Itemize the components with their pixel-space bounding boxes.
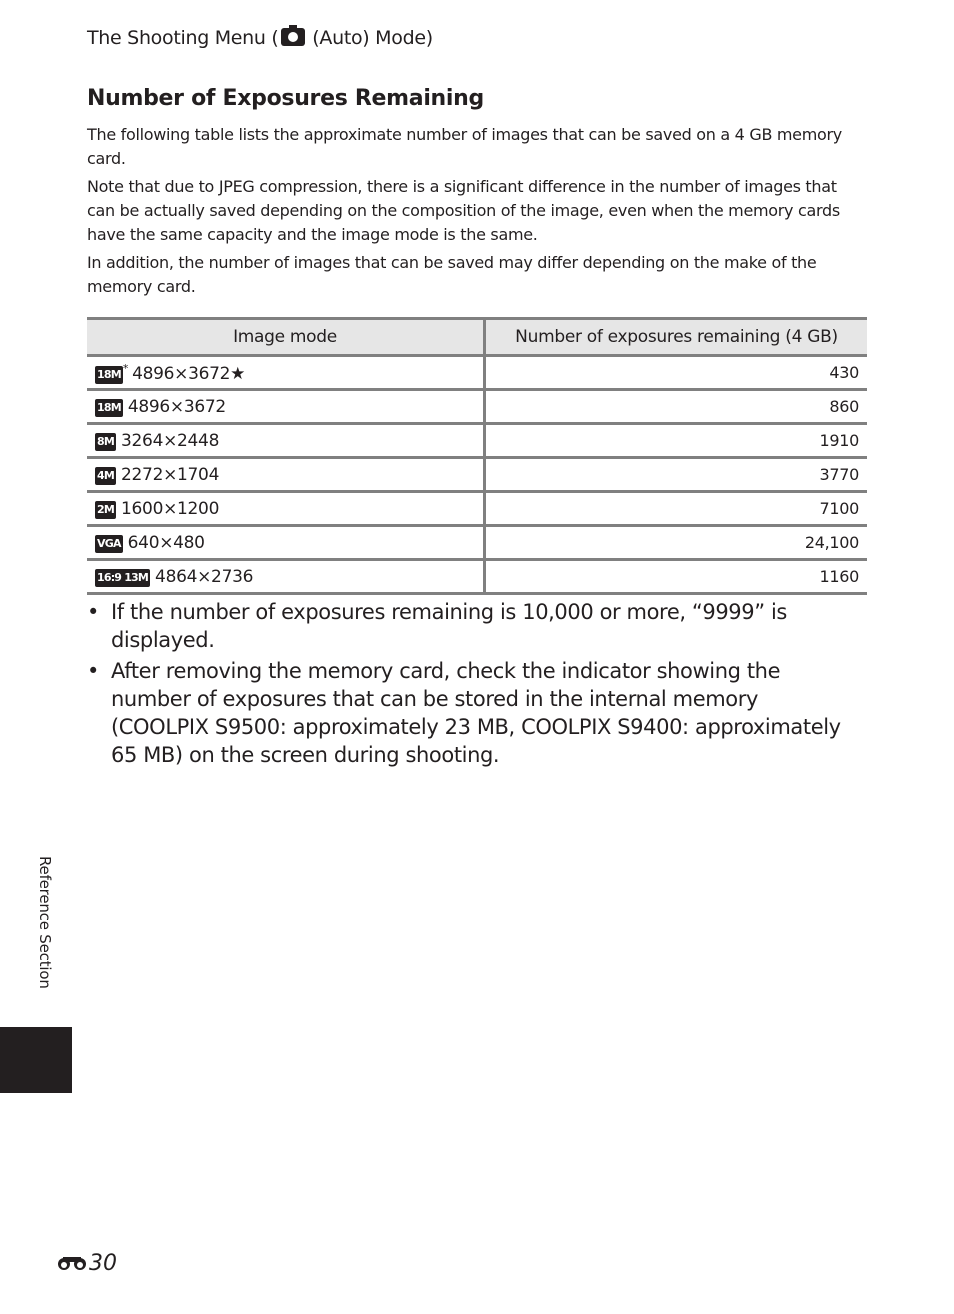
image-size-icon: 4M [95, 467, 116, 485]
star-marker: * [122, 361, 129, 375]
exposures-count: 7100 [485, 492, 868, 526]
image-mode-cell [87, 458, 485, 492]
table-row [87, 458, 867, 492]
section-tab [0, 1027, 72, 1093]
image-mode-cell [87, 356, 485, 390]
running-header [87, 27, 433, 49]
page-number-text: 30 [89, 1251, 117, 1276]
image-mode: 4896×3672★ [132, 363, 246, 384]
image-size-icon: 2M [95, 501, 116, 519]
exposures-count: 860 [485, 390, 868, 424]
table-row [87, 356, 867, 390]
table-row [87, 492, 867, 526]
image-mode: 4896×3672 [127, 396, 226, 417]
image-mode-cell [87, 526, 485, 560]
column-header: Image mode [87, 319, 485, 356]
image-size-icon: 16:9 13M [95, 569, 150, 587]
header-text: The Shooting Menu ( [87, 27, 279, 49]
exposures-count: 1160 [485, 560, 868, 594]
image-mode-cell [87, 424, 485, 458]
image-size-icon: 18M [95, 399, 123, 417]
image-size-icon: 18M [95, 366, 123, 384]
page-number [57, 1251, 117, 1276]
binoculars-icon [57, 1253, 87, 1271]
list-item: • If the number of exposures remaining is 10,000 or more, “9999” is displayed. [87, 598, 857, 654]
table-row [87, 424, 867, 458]
exposures-count: 3770 [485, 458, 868, 492]
camera-icon [281, 28, 305, 46]
side-section-label: Reference Section [36, 856, 54, 989]
notes-list [87, 598, 857, 772]
image-mode-cell [87, 560, 485, 594]
table-header-row [87, 319, 867, 356]
table-row [87, 390, 867, 424]
exposures-table [87, 317, 867, 595]
column-header: Number of exposures remaining (4 GB) [485, 319, 868, 356]
image-mode: 2272×1704 [121, 464, 220, 485]
paragraph: In addition, the number of images that can be saved may differ depending on the make of the memory card. [87, 253, 817, 296]
table-row [87, 560, 867, 594]
paragraph: Note that due to JPEG compression, there is a significant difference in the number of images that can be actually saved depending on the composition of the image, even when the memory cards have the same capacity and the image mode is the same. [87, 177, 840, 244]
image-mode: 4864×2736 [155, 566, 254, 587]
header-text-suffix: (Auto) Mode) [306, 27, 433, 49]
image-mode-cell [87, 492, 485, 526]
table-row [87, 526, 867, 560]
exposures-count: 24,100 [485, 526, 868, 560]
list-item: • After removing the memory card, check the indicator showing the number of exposures that can be stored in the internal memory (COOLPIX S9500: approximately 23 MB, COOLPIX S9400: approximately 65 MB) on the screen during shooting. [87, 657, 857, 769]
exposures-count: 430 [485, 356, 868, 390]
image-mode-cell [87, 390, 485, 424]
image-mode: 640×480 [127, 532, 205, 553]
exposures-count: 1910 [485, 424, 868, 458]
section-title: Number of Exposures Remaining [87, 86, 484, 111]
image-mode: 3264×2448 [121, 430, 220, 451]
paragraph: The following table lists the approximate number of images that can be saved on a 4 GB memory card. [87, 125, 842, 168]
image-size-icon: VGA [95, 535, 123, 553]
image-mode: 1600×1200 [121, 498, 220, 519]
intro-text [87, 123, 857, 303]
image-size-icon: 8M [95, 433, 116, 451]
